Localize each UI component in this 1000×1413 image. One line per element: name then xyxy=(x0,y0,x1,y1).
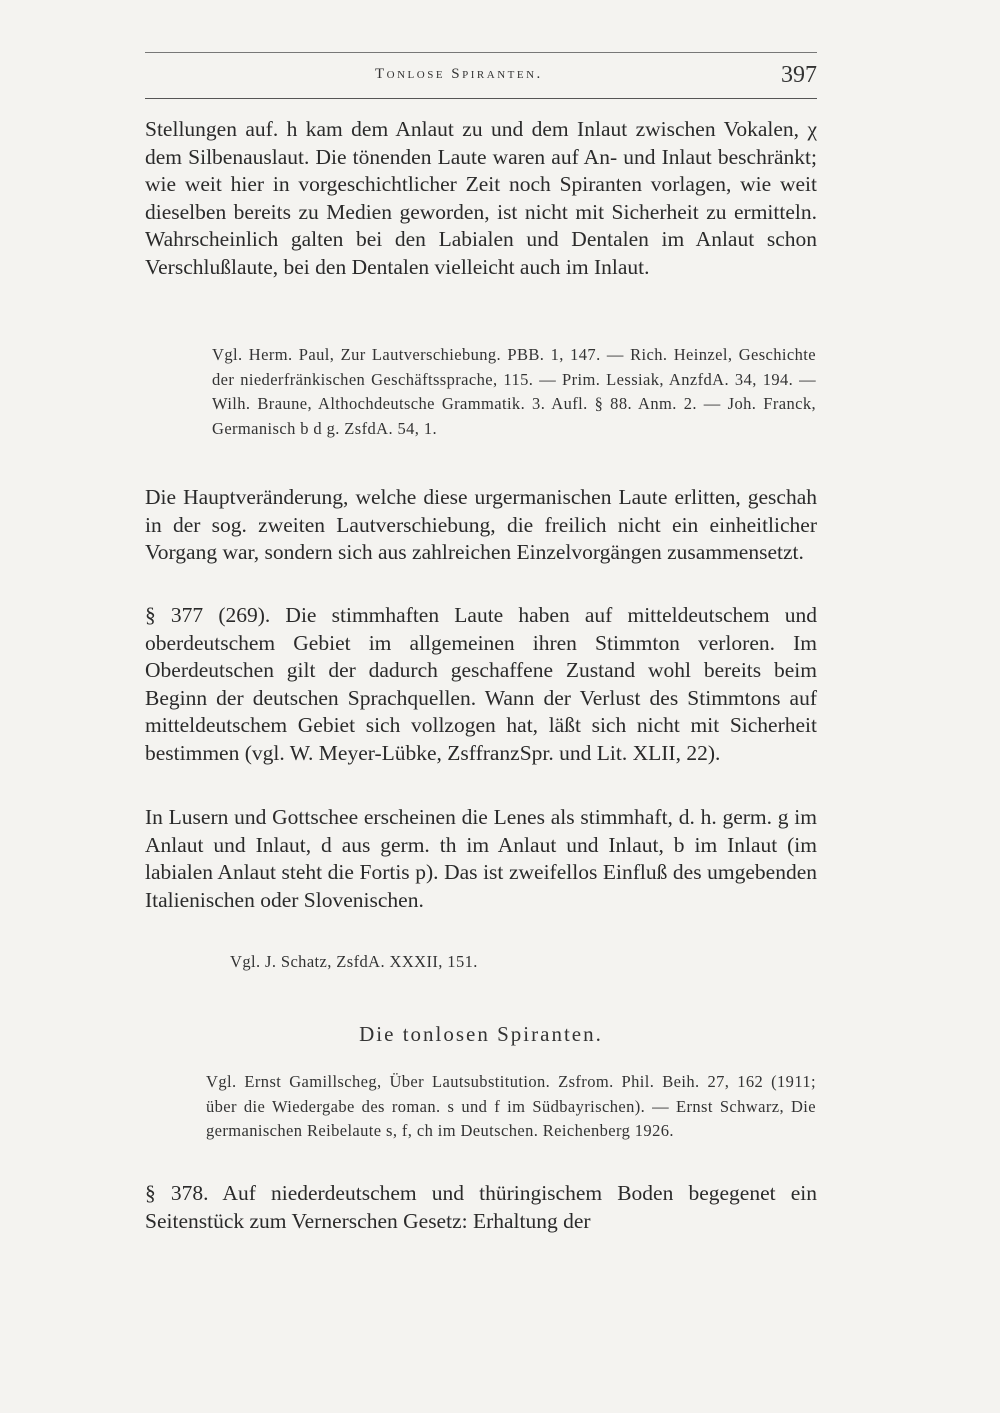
reference-note-3: Vgl. Ernst Gamillscheg, Über Lautsubstitution. Zsfrom. Phil. Beih. 27, 162 (1911; über die Wiedergabe des roman. s und f im Südbayrischen). — Ernst Schwarz, Die germanischen Reibelaute s, f, ch im Deutschen. Reichenberg 1926. xyxy=(206,1072,816,1140)
reference-note-2: Vgl. J. Schatz, ZsfdA. XXXII, 151. xyxy=(230,952,478,971)
section-heading: Die tonlosen Spiranten. xyxy=(359,1022,603,1046)
paragraph-2: Die Hauptveränderung, welche diese urgermanischen Laute erlitten, geschah in der sog. zweiten Lautverschiebung, die freilich nicht ein einheitlicher Vorgang war, sondern sich aus zahlreichen Einzelvorgängen zusammensetzt. xyxy=(145,485,817,564)
paragraph-4: In Lusern und Gottschee erscheinen die Lenes als stimmhaft, d. h. germ. g im Anlaut und Inlaut, d aus germ. th im Anlaut und Inlaut, b im Inlaut (im labialen Anlaut steht die Fortis p). Das ist zweifellos Einfluß des umgebenden Italienischen oder Slovenischen. xyxy=(145,805,817,912)
page-header xyxy=(145,62,817,99)
reference-note-1: Vgl. Herm. Paul, Zur Lautverschiebung. PBB. 1, 147. — Rich. Heinzel, Geschichte der niederfränkischen Geschäftssprache, 115. — Prim. Lessiak, AnzfdA. 34, 194. — Wilh. Braune, Althochdeutsche Grammatik. 3. Aufl. § 88. Anm. 2. — Joh. Franck, Germanisch b d g. ZsfdA. 54, 1. xyxy=(212,345,816,438)
paragraph-1: Stellungen auf. h kam dem Anlaut zu und dem Inlaut zwischen Vokalen, χ dem Silbenauslaut. Die tönenden Laute waren auf An- und Inlaut beschränkt; wie weit hier in vorgeschichtlicher Zeit noch Spiranten vorlagen, wie weit dieselben bereits zu Medien geworden, ist nicht mit Sicherheit zu ermitteln. Wahrscheinlich galten bei den Labialen und Dentalen im Anlaut schon Verschlußlaute, bei den Dentalen vielleicht auch im Inlaut. xyxy=(145,117,817,279)
page-number: 397 xyxy=(781,62,817,88)
paragraph-3: § 377 (269). Die stimmhaften Laute haben auf mitteldeutschem und oberdeutschem Gebiet im allgemeinen ihren Stimmton verloren. Im Oberdeutschen gilt der dadurch geschaffene Zustand wohl bereits beim Beginn der deutschen Sprachquellen. Wann der Verlust des Stimmtons auf mitteldeutschem Gebiet sich vollzogen hat, läßt sich nicht mit Sicherheit bestimmen (vgl. W. Meyer-Lübke, ZsffranzSpr. und Lit. XLII, 22). xyxy=(145,603,817,765)
paragraph-5: § 378. Auf niederdeutschem und thüringischem Boden begegenet ein Seitenstück zum Vernerschen Gesetz: Erhaltung der xyxy=(145,1181,817,1233)
top-rule xyxy=(145,52,817,53)
running-title: Tonlose Spiranten. xyxy=(375,66,543,82)
